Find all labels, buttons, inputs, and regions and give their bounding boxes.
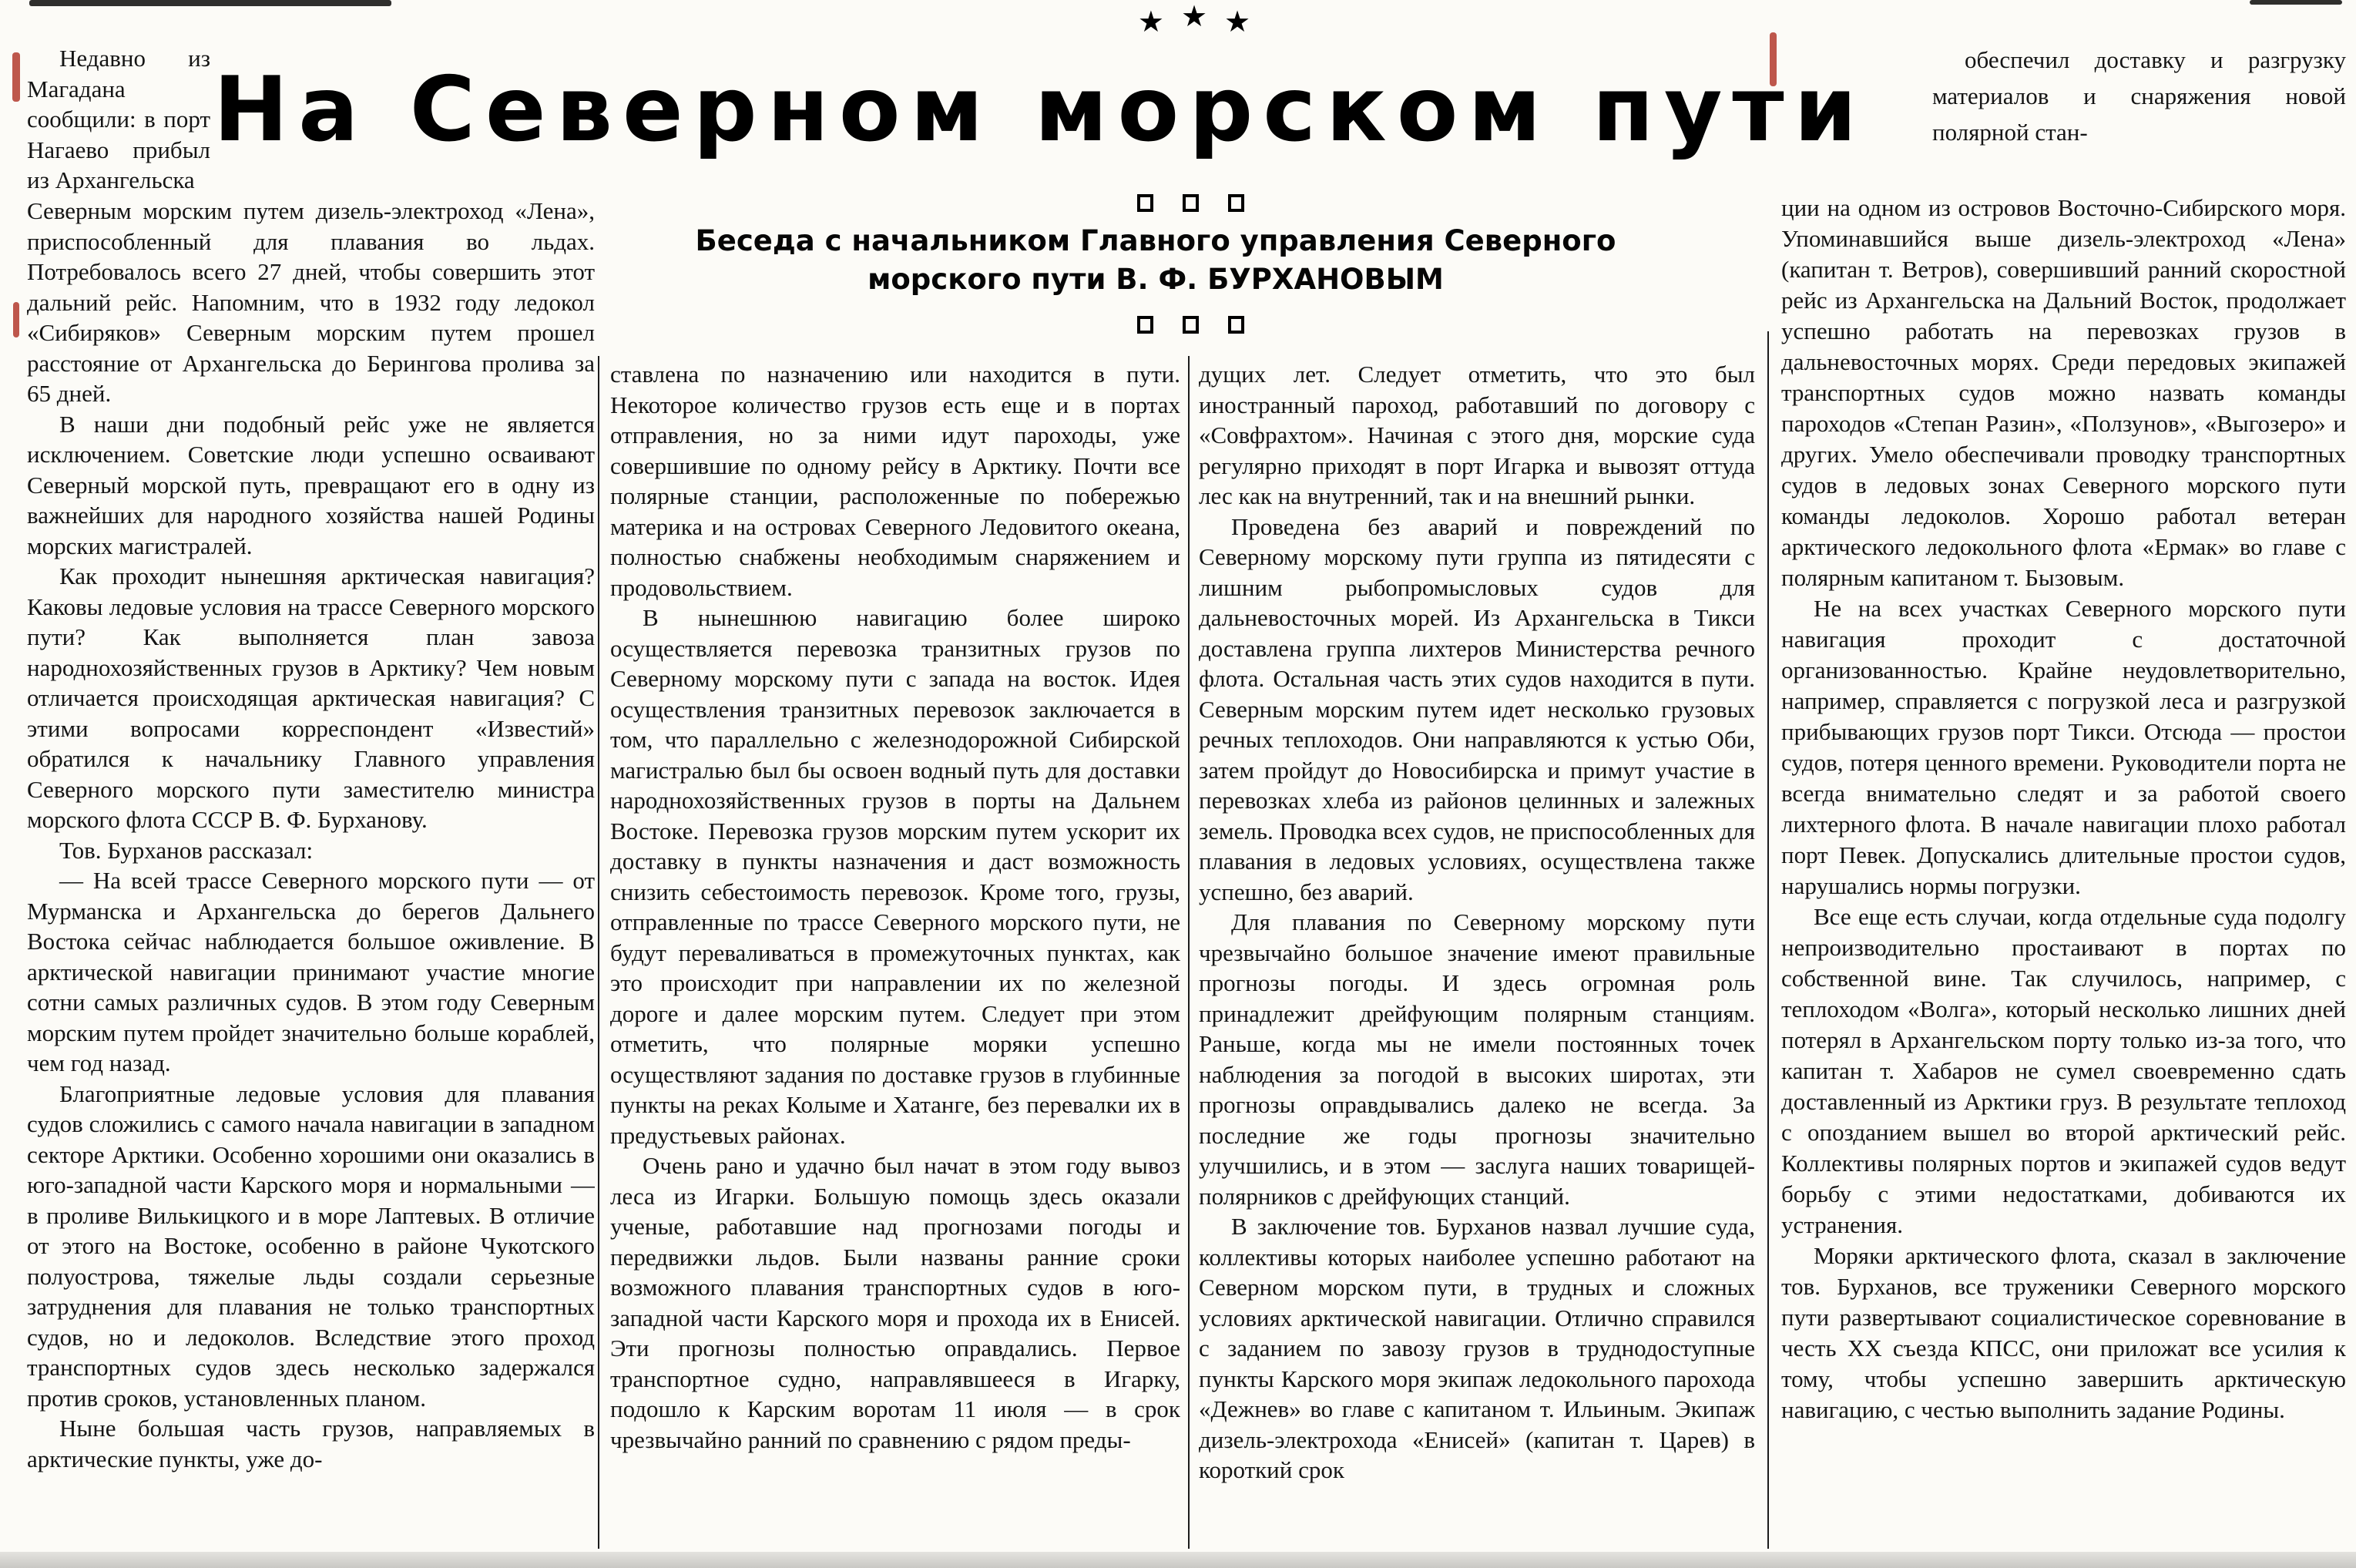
paragraph: Благоприятные ледовые условия для плавания судов сложились с самого начала навигации в западном секторе Арктики. Особенно хорошими они оказались в юго-западной части Карского моря и нормальными — в проливе Вилькицкого и в море Лаптевых. В отличие от этого на Востоке, особенно в районе Чукотского полуострова, тяжелые льды создали серьезные затруднения для плавания не только транспортных судов, но и ледоколов. Вследствие этого проход транспортных судов здесь несколько задержался против сроков, установленных планом. bbox=[27, 1079, 595, 1412]
star-icon: ★ bbox=[1224, 5, 1251, 39]
paragraph: В заключение тов. Бурханов назвал лучшие суда, коллективы которых наиболее успешно работают на Северном морском пути, в трудных и сложных условиях арктической навигации. Отлично справился с заданием по завозу грузов в труднодоступные пункты Карского моря экипаж ледокольного парохода «Дежнев» во главе с капитаном т. Ильиным. Экипаж дизель-электрохода «Енисей» (капитан т. Царев) в короткий срок bbox=[1199, 1213, 1755, 1483]
article-subtitle bbox=[678, 222, 1633, 299]
paragraph: В наши дни подобный рейс уже не является исключением. Советские люди успешно осваивают Северный морской путь, превращают его в одну из важнейших для народного хозяйства нашей Родины морских магистралей. bbox=[27, 410, 595, 559]
paragraph: ставлена по назначению или находится в пути. Некоторое количество грузов есть еще и в портах отправления, но за ними идут пароходы, уже совершившие по одному рейсу в Арктику. Почти все полярные станции, расположенные по побережью материка и на островах Северного Ледовитого океана, полностью снабжены необходимым снаряжением и продовольствием. bbox=[610, 361, 1180, 601]
paragraph: Недавно из Магадана сообщили: в порт Нагаево прибыл из Архангельска bbox=[27, 45, 210, 193]
column-1-intro bbox=[27, 43, 210, 197]
paragraph: Для плавания по Северному морскому пути чрезвычайно большое значение имеют правильные прогнозы погоды. И здесь огромная роль принадлежит дрейфующим полярным станциям. Раньше, когда мы не имели постоянных точек наблюдения за погодой в высоких широтах, эти прогнозы оправдывались далеко не всегда. За последние же годы прогнозы значительно улучшились, и в этом — заслуга наших товарищей-полярников с дрейфующих станций. bbox=[1199, 908, 1755, 1210]
ornament-squares-bottom bbox=[1094, 316, 1287, 334]
square-icon bbox=[1228, 316, 1244, 334]
paragraph: Северным морским путем дизель-электроход «Лена», приспособленный для плавания во льдах. Потребовалось всего 27 дней, чтобы совершить этот дальний рейс. Напомним, что в 1932 году ледокол «Сибиряков» Северным морским путем прошел расстояние от Архангельска до Берингова пролива за 65 дней. bbox=[27, 197, 595, 407]
column-3 bbox=[1199, 359, 1755, 1555]
scan-smudge-top-left bbox=[29, 0, 391, 6]
paragraph: В нынешнюю навигацию более широко осуществляется перевозка транзитных грузов по Северному морскому пути с запада на восток. Идея осуществления транзитных перевозок заключается в том, что параллельно с железнодорожной Сибирской магистралью был бы освоен водный путь для доставки народнохозяйственных грузов в порты на Дальнем Востоке. Перевозка грузов морским путем ускорит их доставку в пункты назначения и даст возможность снизить себестоимость перевозок. Кроме того, грузы, отправленные по трассе Северного морского пути, не будут переваливаться в промежуточных пунктах, как это происходит при направлении их по железной дороге и далее морским путем. Следует при этом отметить, что полярные моряки успешно осуществляют задания по доставке грузов в глубинные пункты на реках Колыме и Хатанге, без перевалки их в предустьевых районах. bbox=[610, 604, 1180, 1149]
subtitle-line-2: морского пути В. Ф. БУРХАНОВЫМ bbox=[868, 263, 1444, 296]
paragraph: Все еще есть случаи, когда отдельные суда подолгу непроизводительно простаивают в портах по собственной вине. Так случилось, например, с теплоходом «Волга», который несколько лишних дней потерял в Архангельском порту только из-за того, что капитан т. Хабаров не сумел своевременно сдать доставленный из Арктики груз. В результате теплоход с опозданием вышел во второй арктический рейс. Коллективы полярных портов и экипажей судов ведут борьбу с этими недостатками, добиваются их устранения. bbox=[1781, 903, 2346, 1238]
paragraph: Проведена без аварий и повреждений по Северному морскому пути группа из пятидесяти с лишним рыбопромысловых судов для дальневосточных морей. Из Архангельска в Тикси доставлена группа лихтеров Министерства речного флота. Остальная часть этих судов находится в пути. Северным морским путем идет несколько грузовых речных теплоходов. Они направляются к устью Оби, затем пройдут до Новосибирска и примут участие в перевозках хлеба из районов целинных и залежных земель. Проводка всех судов, не приспособленных для плавания в ледовых условиях, осуществлена также успешно, без аварий. bbox=[1199, 512, 1755, 905]
masthead-stars-icon bbox=[1079, 0, 1310, 39]
red-pencil-mark-icon bbox=[12, 52, 20, 102]
column-2 bbox=[610, 359, 1180, 1555]
square-icon bbox=[1183, 316, 1199, 334]
paragraph: ции на одном из островов Восточно-Сибирского моря. Упоминавшийся выше дизель-электроход «Лена» (капитан т. Ветров), совершивший ранний скоростной рейс из Архангельска на Дальний Восток, продолжает успешно работать на перевозках грузов в дальневосточных морях. Среди передовых экипажей транспортных судов можно назвать команды пароходов «Степан Разин», «Ползунов», «Выгозеро» и других. Умело обеспечивали проводку транспортных судов в ледовых зонах Северного морского пути команды ледоколов. Хорошо работал ветеран арктического ледокольного флота «Ермак» во главе с полярным капитаном т. Бызовым. bbox=[1781, 194, 2346, 591]
red-pencil-mark-icon bbox=[13, 302, 19, 337]
square-icon bbox=[1183, 194, 1199, 212]
square-icon bbox=[1137, 194, 1153, 212]
column-rule-1 bbox=[598, 356, 599, 1549]
column-4 bbox=[1781, 193, 2346, 1555]
paragraph: Ныне большая часть грузов, направляемых в арктические пункты, уже до- bbox=[27, 1415, 595, 1472]
column-1 bbox=[27, 196, 595, 1552]
paragraph: Моряки арктического флота, сказал в заключение тов. Бурханов, все труженики Северного морского пути развертывают социалистическое соревнование в честь XX съезда КПСС, они приложат все усилия к тому, чтобы успешно завершить арктическую навигацию, с честью выполнить задание Родины. bbox=[1781, 1242, 2346, 1423]
column-rule-3 bbox=[1767, 331, 1769, 1549]
scan-smudge-top-right bbox=[2250, 0, 2342, 5]
article-headline: На Северном морском пути bbox=[213, 58, 1867, 162]
paragraph: обеспечил доставку и разгрузку материалов и снаряжения новой полярной стан- bbox=[1932, 46, 2346, 146]
paragraph: Тов. Бурханов рассказал: bbox=[59, 836, 314, 864]
star-icon: ★ bbox=[1180, 0, 1208, 33]
column-4-intro bbox=[1932, 42, 2346, 194]
square-icon bbox=[1137, 316, 1153, 334]
column-rule-2 bbox=[1188, 356, 1190, 1549]
star-icon: ★ bbox=[1137, 5, 1164, 39]
square-icon bbox=[1228, 194, 1244, 212]
paragraph: Не на всех участках Северного морского пути навигация проходит с достаточной организованностью. Крайне неудовлетворительно, например, справляется с погрузкой леса и разгрузкой прибывающих грузов порт Тикси. Отсюда — простои судов, потеря ценного времени. Руководители порта не всегда внимательно следят и за работой своего лихтерного флота. В начале навигации плохо работал порт Певек. Допускались длительные простои судов, нарушались нормы погрузки. bbox=[1781, 595, 2346, 899]
ornament-squares-top bbox=[1094, 194, 1287, 212]
paragraph: Очень рано и удачно был начат в этом году вывоз леса из Игарки. Большую помощь здесь оказали ученые, работавшие над прогнозами погоды и передвижки льдов. Были названы ранние сроки возможного плавания транспортных судов в юго-западной части Карского моря и прохода их в Енисей. Эти прогнозы полностью оправдались. Первое транспортное судно, направлявшееся в Игарку, подошло к Карским воротам 11 июля — в срок чрезвычайно ранний по сравнению с рядом преды- bbox=[610, 1152, 1180, 1453]
paragraph: Как проходит нынешняя арктическая навигация? Каковы ледовые условия на трассе Северного морского пути? Как выполняется план завоза народнохозяйственных грузов в Арктику? Чем новым отличается происходящая арктическая навигация? С этими вопросами корреспондент «Известий» обратился к начальнику Главного управления Северного морского пути заместителю министра морского флота СССР В. Ф. Бурханову. bbox=[27, 562, 595, 833]
scan-edge-bottom bbox=[0, 1552, 2356, 1568]
paragraph: дущих лет. Следует отметить, что это был иностранный пароход, работавший по договору с «Совфрахтом». Начиная с этого дня, морские суда регулярно приходят в порт Игарка и вывозят оттуда лес как на внутренний, так и на внешний рынки. bbox=[1199, 361, 1755, 509]
paragraph: — На всей трассе Северного морского пути — от Мурманска и Архангельска до берегов Дальнего Востока сейчас наблюдается большое оживление. В арктической навигации принимают участие многие сотни самых различных судов. В этом году Северным морским путем пройдет значительно больше кораблей, чем год назад. bbox=[27, 867, 595, 1076]
subtitle-line-1: Беседа с начальником Главного управления Северного bbox=[695, 224, 1616, 257]
